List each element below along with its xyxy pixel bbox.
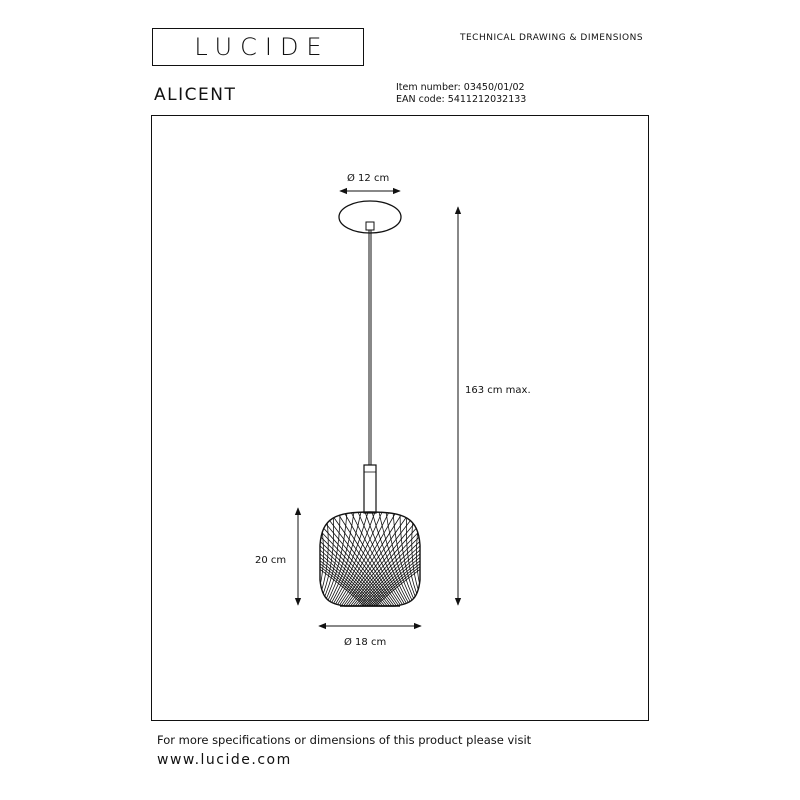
document-title: TECHNICAL DRAWING & DIMENSIONS [460,33,644,43]
canopy-diameter-label: Ø 12 cm [347,173,390,184]
footer-info-text: For more specifications or dimensions of this product please visit [157,733,532,747]
suspension-cable [369,230,371,465]
footer-website-link[interactable]: www.lucide.com [157,752,292,768]
ean-label: EAN code: [396,94,445,105]
brand-logo-text: LUCIDE [194,33,330,61]
item-number-value: 03450/01/02 [463,82,525,93]
shade-diameter-label: Ø 18 cm [344,637,387,648]
item-number-label: Item number: [396,82,461,93]
shade-height-label: 20 cm [255,555,287,566]
total-height-label: 163 cm max. [465,385,531,396]
ceiling-canopy [339,201,401,233]
product-name: ALICENT [154,85,237,105]
ean-value: 5411212032133 [447,94,527,105]
lamp-holder [364,465,376,513]
